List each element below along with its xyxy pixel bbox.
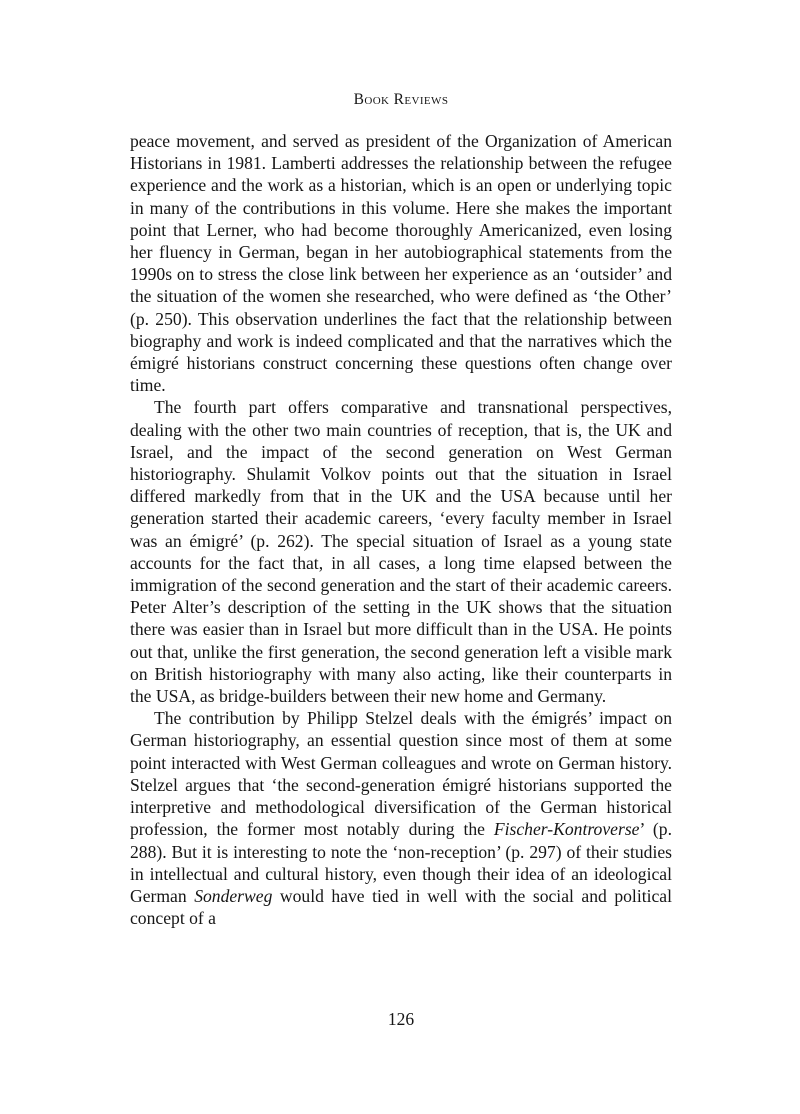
fischer-kontroverse-italic: Fischer-Kontroverse bbox=[493, 819, 640, 840]
book-page bbox=[130, 0, 672, 1114]
paragraph-2-text: The fourth part offers comparative and transnational perspectives, dealing with the other two main countries of reception, that is, the UK and Israel, and the impact of the second generation on West German historiography. Shulamit Volkov points out that the situation in Israel differed markedly from that in the UK and the USA because until her generation started their academic careers, ‘every faculty member in Israel was an émigré’ (p. 262). The special situation of Israel as a young state accounts for the fact that, in all cases, a long time elapsed between the immigration of the second generation and the start of their academic careers. Peter Alter’s description of the setting in the UK shows that the situation there was easier than in Israel but more difficult than in the USA. He points out that, unlike the first generation, the second generation left a visible mark on British historiography with many also acting, like their counterparts in the USA, as bridge-builders between their new home and Germany. bbox=[130, 397, 672, 707]
paragraph-3-text-b: ’ (p. 288). But it is interesting to note the ‘non-reception’ (p. 297) of their studies in intellectual and cultural history, even though their idea of an ideological German bbox=[130, 819, 672, 906]
running-head: Book Reviews bbox=[353, 91, 449, 108]
sonderweg-italic: Sonderweg bbox=[194, 885, 273, 906]
paragraph-3-text-c: would have tied in well with the social and political concept of a bbox=[130, 885, 672, 929]
paragraph-3-text-a: The contribution by Philipp Stelzel deals with the émigrés’ impact on German historiography, an essential question since most of them at some point interacted with West German colleagues and wrote on German history. Stelzel argues that ‘the second-generation émigré historians supported the interpretive and methodological diversification of the German historical profession, the former most notably during the bbox=[130, 708, 672, 840]
body-text bbox=[130, 130, 672, 929]
page-number: 126 bbox=[387, 1009, 415, 1029]
paragraph-3 bbox=[130, 707, 672, 929]
paragraph-1-text: peace movement, and served as president of the Organization of American Historians in 1981. Lamberti addresses the relationship between the refugee experience and the work as a historian, which is an open or underlying topic in many of the contributions in this volume. Here she makes the important point that Lerner, who had become thoroughly Americanized, even losing her fluency in German, began in her autobiographical statements from the 1990s on to stress the close link between her experience as an ‘outsider’ and the situation of the women she researched, who were defined as ‘the Other’ (p. 250). This observation underlines the fact that the relationship between biography and work is indeed complicated and that the narratives which the émigré historians construct concerning these questions often change over time. bbox=[130, 131, 672, 396]
paragraph-1 bbox=[130, 130, 672, 396]
paragraph-2 bbox=[130, 396, 672, 707]
